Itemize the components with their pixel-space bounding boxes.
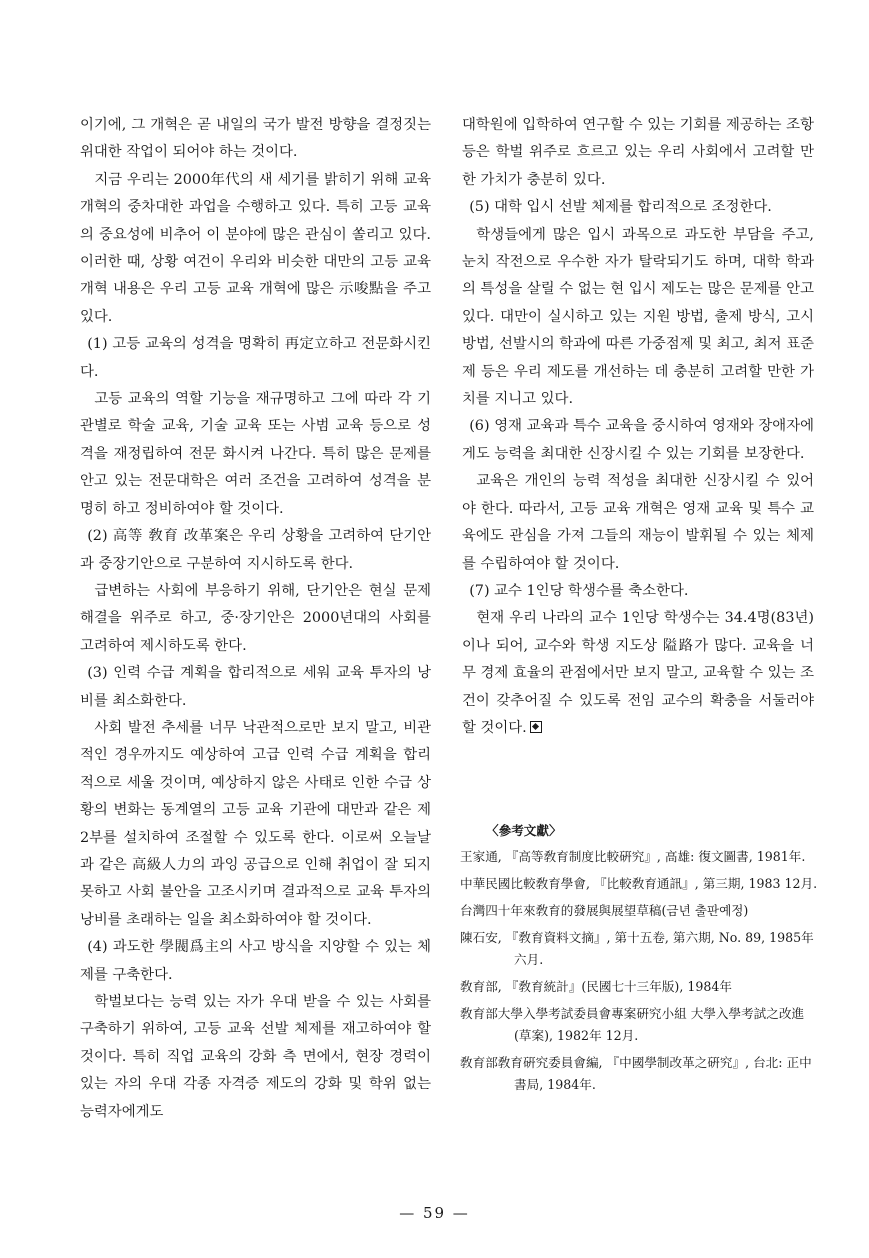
section-heading: (2) 高等 敎育 改革案은 우리 상황을 고려하여 단기안과 중장기안으로 구분하여 지시하도록 한다.	[80, 528, 431, 572]
references-section	[460, 820, 820, 1101]
paragraph: 사회 발전 추세를 너무 낙관적으로만 보지 말고, 비관적인 경우까지도 예상하여 고급 인력 수급 계획을 합리적으로 세울 것이며, 예상하지 않은 사태로 인한 수급 상황의 변화는 동계열의 고등 교육 기관에 대만과 같은 제 2부를 설치하여 조절할 수 있도록 한다. 이로써 오늘날과 같은 高級人力의 과잉 공급으로 인해 취업이 잘 되지 못하고 사회 불안을 고조시키며 결과적으로 교육 투자의 낭비를 초래하는 일을 최소화하여야 할 것이다.	[80, 719, 431, 928]
left-text-column	[80, 112, 431, 1126]
paragraph: 학벌보다는 능력 있는 자가 우대 받을 수 있는 사회를 구축하기 위하여, 고등 교육 선발 체제를 재고하여야 할 것이다. 특히 직업 교육의 강화 측 면에서, 현장 경력이 있는 자의 우대 각종 자격증 제도의 강화 및 학위 없는 능력자에게도	[80, 994, 431, 1120]
reference-item: 敎育部敎育硏究委員會編, 『中國學制改革之硏究』, 台北: 正中書局, 1984年.	[460, 1055, 812, 1092]
end-mark-icon	[530, 721, 542, 733]
section-heading: (4) 과도한 學閥爲主의 사고 방식을 지양할 수 있는 체제를 구축한다.	[80, 939, 431, 983]
reference-item: 中華民國比較敎育學會, 『比較敎育通訊』, 第三期, 1983 12月.	[460, 876, 818, 891]
paragraph: 교육은 개인의 능력 적성을 최대한 신장시킬 수 있어야 한다. 따라서, 고등 교육 개혁은 영재 교육 및 특수 교육에도 관심을 가져 그들의 재능이 발휘될 수 있는 체제를 수립하여야 할 것이다.	[462, 473, 814, 572]
paragraph: 대학원에 입학하여 연구할 수 있는 기회를 제공하는 조항 등은 학벌 위주로 흐르고 있는 우리 사회에서 고려할 만한 가치가 충분히 있다.	[462, 117, 814, 188]
section-heading: (6) 영재 교육과 특수 교육을 중시하여 영재와 장애자에게도 능력을 최대한 신장시킬 수 있는 기회를 보장한다.	[462, 418, 814, 462]
paragraph-text: 현재 우리 나라의 교수 1인당 학생수는 34.4명(83년)이나 되어, 교수와 학생 지도상 隘路가 많다. 교육을 너무 경제 효율의 관점에서만 보지 말고, 교육할 수 있는 조건이 갖추어질 수 있도록 전임 교수의 확충을 서둘러야 할 것이다.	[462, 610, 814, 736]
paragraph: 이기에, 그 개혁은 곧 내일의 국가 발전 방향을 결정짓는 위대한 작업이 되어야 하는 것이다.	[80, 117, 431, 161]
reference-item: 敎育部大學入學考試委員會專案硏究小組 大學入學考試之改進(草案), 1982年 12月.	[460, 1006, 805, 1043]
reference-item: 陳石安, 『敎育資料文摘』, 第十五卷, 第六期, No. 89, 1985年六月.	[460, 930, 814, 967]
reference-item: 敎育部, 『敎育統計』(民國七十三年版), 1984年	[460, 979, 732, 994]
paragraph: 학생들에게 많은 입시 과목으로 과도한 부담을 주고, 눈치 작전으로 우수한 자가 탈락되기도 하며, 대학 학과의 특성을 살릴 수 없는 현 입시 제도는 많은 문제를 안고 있다. 대만이 실시하고 있는 지원 방법, 출제 방식, 고시 방법, 선발시의 학과에 따른 가중점제 및 최고, 최저 표준제 등은 우리 제도를 개선하는 데 충분히 고려할 만한 가치를 지니고 있다.	[462, 226, 814, 408]
reference-item: 台灣四十年來敎育的發展與展望草稿(금년 출판예정)	[460, 903, 749, 918]
section-heading: (5) 대학 입시 선발 체제를 합리적으로 조정한다.	[469, 199, 772, 216]
section-heading: (3) 인력 수급 계획을 합리적으로 세워 교육 투자의 낭비를 최소화한다.	[80, 665, 431, 709]
paragraph: 급변하는 사회에 부응하기 위해, 단기안은 현실 문제 해결을 위주로 하고, 중·장기안은 2000년대의 사회를 고려하여 제시하도록 한다.	[80, 582, 431, 654]
section-heading: (7) 교수 1인당 학생수를 축소한다.	[469, 582, 689, 599]
references-title: 〈參考文獻〉	[486, 823, 562, 838]
paragraph	[462, 605, 814, 742]
paragraph: 고등 교육의 역할 기능을 재규명하고 그에 따라 각 기관별로 학술 교육, 기술 교육 또는 사범 교육 등으로 성격을 재정립하여 전문 화시켜 나간다. 특히 많은 문제를 안고 있는 전문대학은 여러 조건을 고려하여 성격을 분명히 하고 정비하여야 할 것이다.	[80, 391, 431, 517]
reference-item: 王家通, 『高等敎育制度比較硏究』, 高雄: 復文圖書, 1981年.	[460, 849, 806, 864]
right-text-column	[462, 112, 814, 742]
section-heading: (1) 고등 교육의 성격을 명확히 再定立하고 전문화시킨다.	[80, 336, 431, 380]
page-number: — 59 —	[399, 1204, 470, 1222]
paragraph: 지금 우리는 2000年代의 새 세기를 밝히기 위해 교육 개혁의 중차대한 과업을 수행하고 있다. 특히 고등 교육의 중요성에 비추어 이 분야에 많은 관심이 쏠리고 있다. 이러한 때, 상황 여건이 우리와 비슷한 대만의 고등 교육 개혁 내용은 우리 고등 교육 개혁에 많은 示唆點을 주고 있다.	[80, 171, 431, 325]
